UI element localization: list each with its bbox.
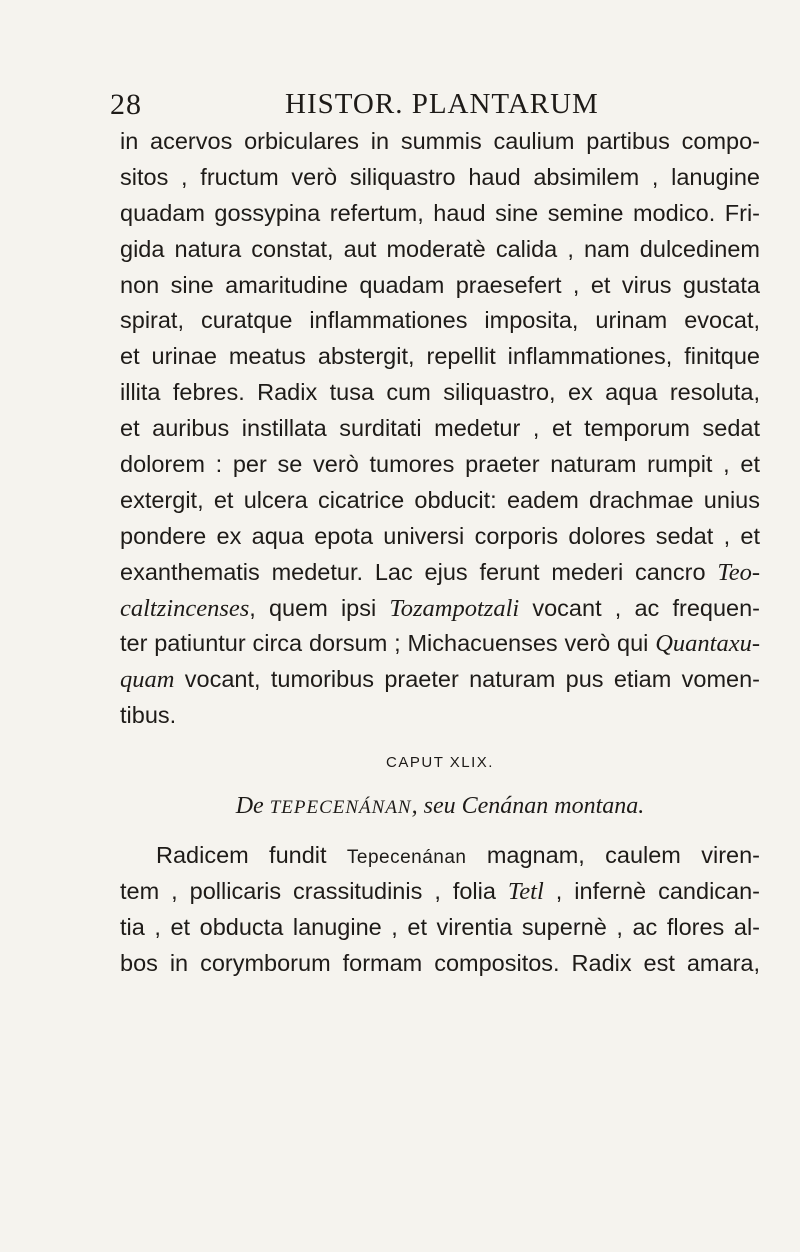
- text-line: dolorem : per se verò tumores praeter naturam rumpit , et: [120, 451, 760, 478]
- italic-term: caltzincenses: [120, 594, 250, 622]
- text-run: , quem ipsi: [249, 594, 390, 621]
- text-line: spirat, curatque inflammationes imposita, urinam evocat,: [120, 307, 760, 334]
- text-line: non sine amaritudine quadam praesefert , et virus gustata: [120, 271, 760, 298]
- text-line: pondere ex aqua epota universi corporis dolores sedat , et: [120, 522, 760, 549]
- text-line: sitos , fructum verò siliquastro haud absimilem , lanugine: [120, 163, 760, 190]
- text-line: [120, 626, 760, 662]
- page-number: 28: [110, 88, 142, 121]
- text-run: tem , pollicaris crassitudinis , folia: [120, 878, 508, 905]
- text-line: quadam gossypina refertum, haud sine semine modico. Fri-: [120, 199, 760, 226]
- text-line: [120, 874, 760, 910]
- italic-term: quam: [120, 666, 175, 694]
- text-line: tia , et obducta lanugine , et virentia supernè , ac flores al-: [120, 913, 760, 940]
- text-line: bos in corymborum formam compositos. Radix est amara,: [120, 949, 760, 976]
- small-caps-term: Tepecenánan: [346, 847, 467, 869]
- text-run: vocant , ac frequen-: [519, 594, 760, 621]
- chapter-title-de: De: [235, 793, 270, 820]
- text-line: [120, 591, 760, 627]
- text-line: in acervos orbiculares in summis caulium partibus compo-: [120, 128, 760, 154]
- italic-term: Quantaxu-: [655, 630, 760, 658]
- text-run: , infernè candican-: [543, 878, 761, 905]
- text-run: vocant, tumoribus praeter naturam pus etiam vomen-: [174, 666, 760, 693]
- text-run: magnam, caulem viren-: [466, 842, 760, 869]
- text-run: ter patiuntur circa dorsum ; Michacuenses verò qui: [120, 630, 656, 657]
- chapter-heading: CAPUT XLIX.: [386, 754, 494, 772]
- italic-term: Tozampotzali: [389, 594, 520, 622]
- text-run: Radicem fundit: [156, 842, 347, 869]
- text-run: exanthematis medetur. Lac ejus ferunt mederi cancro: [120, 558, 718, 585]
- text-line: et urinae meatus abstergit, repellit inflammationes, finitque: [120, 343, 760, 370]
- text-line: [120, 555, 760, 591]
- chapter-title-plant-name: TEPECENÁNAN: [269, 797, 412, 819]
- text-line: illita febres. Radix tusa cum siliquastro, ex aqua resoluta,: [120, 379, 760, 406]
- italic-term: Teo-: [717, 558, 760, 586]
- chapter-title: [120, 776, 760, 838]
- italic-term: Tetl: [507, 878, 544, 906]
- text-line: extergit, et ulcera cicatrice obducit: eadem drachmae unius: [120, 486, 760, 513]
- text-line: tibus.: [120, 702, 177, 729]
- body-text: [120, 124, 760, 982]
- text-line: [120, 662, 760, 698]
- text-line: et auribus instillata surditati medetur , et temporum sedat: [120, 415, 760, 442]
- running-title: HISTOR. PLANTARUM: [285, 88, 599, 120]
- chapter-title-rest: , seu Cenánan montana.: [411, 793, 645, 820]
- text-line: [120, 838, 760, 874]
- text-line: gida natura constat, aut moderatè calida , nam dulcedinem: [120, 235, 760, 262]
- running-head: [110, 88, 720, 128]
